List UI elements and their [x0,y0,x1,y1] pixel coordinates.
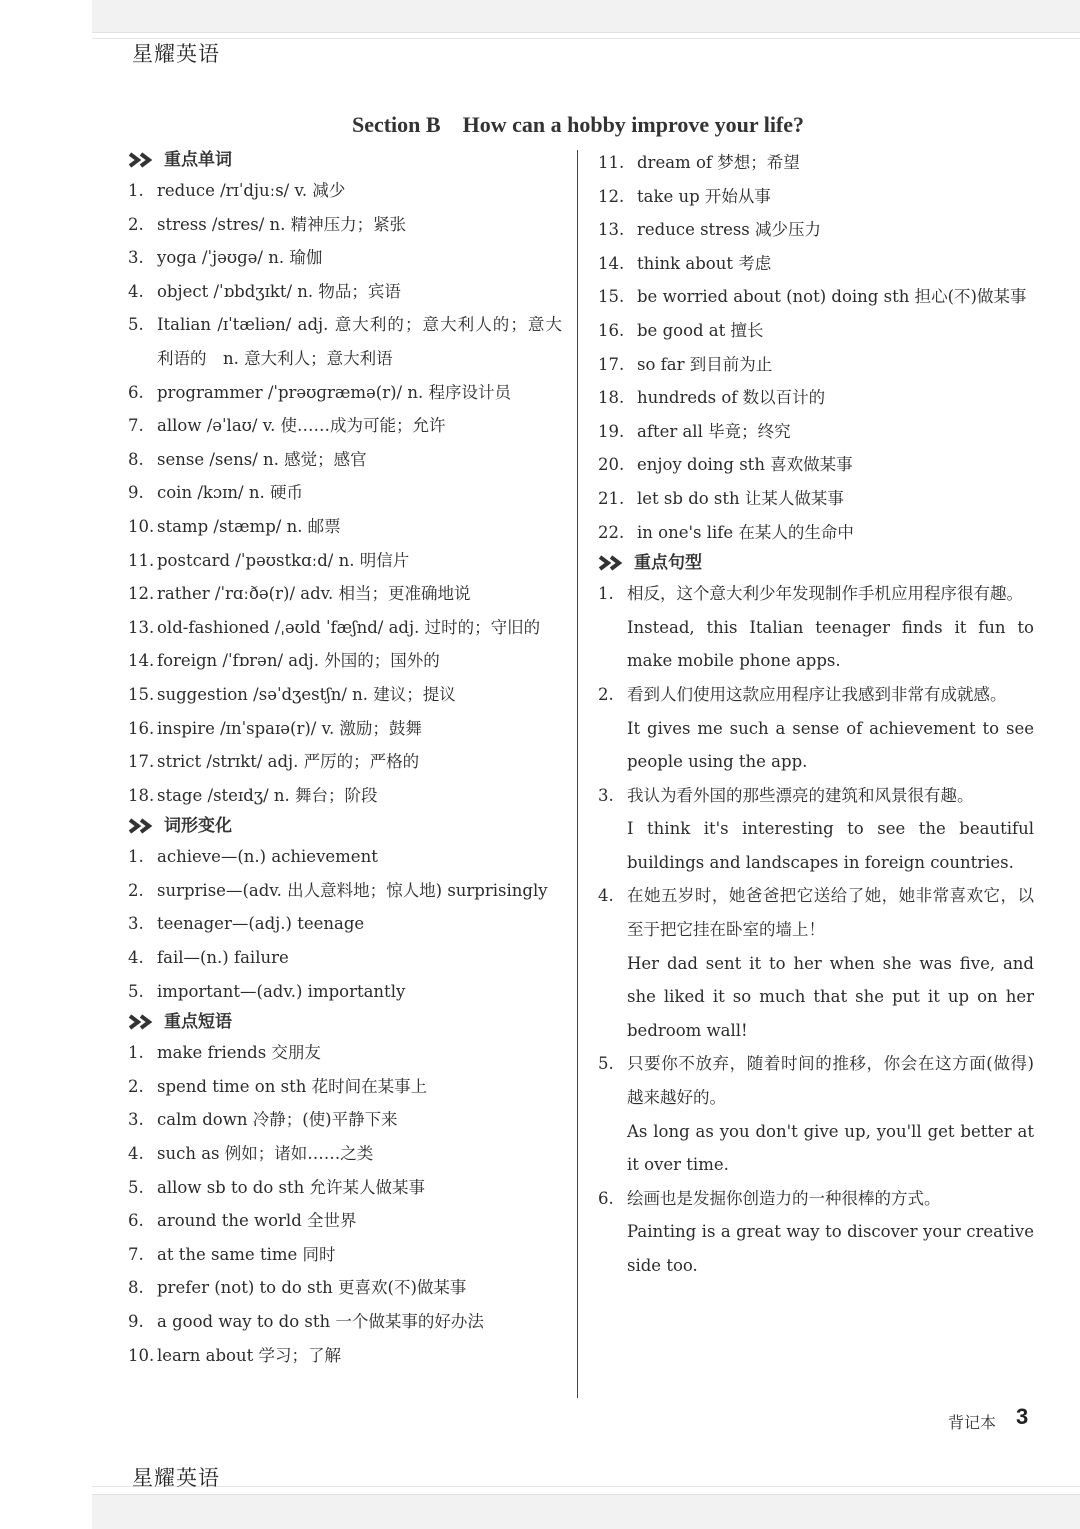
sentence-item [598,678,1034,779]
item-number: 12. [598,186,625,206]
item-number: 1. [128,181,144,200]
brand-watermark-bottom: 星耀英语 [132,1466,220,1490]
item-number: 5. [128,1177,144,1197]
item-text: object /ˈɒbdʒɪkt/ n. 物品；宾语 [157,281,401,301]
vocab-item [128,712,562,746]
sentence-chinese: 绘画也是发掘你创造力的一种很棒的方式。 [627,1188,941,1208]
item-number: 8. [128,1278,144,1298]
vocab-list [128,174,562,812]
word-form-item [128,907,562,941]
item-text: suggestion /səˈdʒestʃn/ n. 建议；提议 [157,684,456,704]
item-number: 15. [598,287,625,307]
phrase-item [128,1103,562,1137]
item-text: prefer (not) to do sth 更喜欢(不)做某事 [157,1278,467,1298]
item-number: 7. [128,416,144,436]
item-number: 13. [128,617,155,637]
item-text: allow /əˈlaʊ/ v. 使……成为可能；允许 [157,416,446,436]
item-text: old-fashioned /ˌəʊld ˈfæʃnd/ adj. 过时的；守旧的 [157,617,541,637]
item-text: teenager—(adj.) teenage [157,914,365,934]
item-text: yoga /ˈjəʊɡə/ n. 瑜伽 [157,248,323,268]
item-number: 11. [598,153,625,172]
item-text: dream of 梦想；希望 [637,153,800,172]
brand-watermark-top: 星耀英语 [132,42,220,66]
vocab-item [128,409,562,443]
phrases-continued-list [598,146,1034,549]
item-number: 16. [128,718,155,738]
phrase-item [598,180,1034,214]
item-number: 15. [128,684,155,704]
item-number: 14. [598,253,625,273]
vocab-item [128,644,562,678]
sentence-item [598,779,1034,880]
sentences-heading [598,549,1034,577]
item-text: postcard /ˈpəʊstkɑːd/ n. 明信片 [157,550,410,570]
double-chevron-icon [598,555,628,571]
sentence-chinese: 我认为看外国的那些漂亮的建筑和风景很有趣。 [627,785,974,805]
item-text: hundreds of 数以百计的 [637,388,826,408]
vocab-item [128,241,562,275]
item-text: around the world 全世界 [157,1211,357,1231]
item-text: at the same time 同时 [157,1244,336,1264]
item-text: sense /sens/ n. 感觉；感官 [157,449,367,469]
vocab-item [128,174,562,208]
double-chevron-icon [128,152,158,168]
item-text: Italian /ɪˈtæliən/ adj. 意大利的；意大利人的；意大利语的 n. 意大利人；意大利语 [157,315,562,368]
sentence-chinese: 相反，这个意大利少年发现制作手机应用程序很有趣。 [627,584,1023,604]
item-number: 6. [128,1211,144,1231]
vocab-item [128,678,562,712]
vocab-item [128,376,562,410]
item-text: spend time on sth 花时间在某事上 [157,1076,428,1096]
scan-bottom-line [92,1486,1080,1487]
item-number: 18. [598,388,625,408]
item-text: surprise—(adv. 出人意料地；惊人地) surprisingly [157,880,548,900]
phrase-item [128,1271,562,1305]
item-number: 2. [598,684,614,704]
phrase-item [128,1305,562,1339]
vocab-item [128,476,562,510]
item-text: inspire /ɪnˈspaɪə(r)/ v. 激励；鼓舞 [157,718,422,738]
item-number: 5. [128,981,144,1001]
forms-list [128,840,562,1008]
item-number: 19. [598,421,625,441]
item-text: be good at 擅长 [637,320,764,340]
sentence-chinese: 看到人们使用这款应用程序让我感到非常有成就感。 [627,684,1007,704]
word-form-item [128,975,562,1009]
item-text: such as 例如；诸如……之类 [157,1144,374,1164]
phrase-item [598,247,1034,281]
vocab-item [128,275,562,309]
sentence-english: As long as you don't give up, you'll get better at it over time. [627,1121,1034,1175]
phrase-item [598,280,1034,314]
phrase-item [598,146,1034,180]
item-number: 2. [128,214,144,234]
item-text: let sb do sth 让某人做某事 [637,488,844,508]
vocab-item [128,779,562,813]
item-number: 4. [128,948,144,968]
item-number: 3. [128,914,144,934]
section-question: How can a hobby improve your life? [462,112,805,137]
item-number: 5. [128,315,144,335]
section-label: Section B [351,112,441,137]
right-column [598,146,1034,1283]
sentence-item [598,879,1034,1047]
vocab-item [128,510,562,544]
item-text: programmer /ˈprəʊɡræmə(r)/ n. 程序设计员 [157,382,511,402]
phrases-list [128,1036,562,1372]
item-text: rather /ˈrɑːðə(r)/ adv. 相当；更准确地说 [157,584,471,604]
phrase-item [128,1339,562,1373]
phrase-item [598,213,1034,247]
left-column [128,146,562,1372]
phrase-item [598,314,1034,348]
vocab-heading-label: 重点单词 [164,150,232,170]
vocab-item [128,745,562,779]
phrase-item [128,1238,562,1272]
phrase-item [128,1171,562,1205]
phrase-item [128,1036,562,1070]
item-text: in one's life 在某人的生命中 [637,522,854,542]
item-number: 6. [128,382,144,402]
phrase-item [598,516,1034,550]
item-number: 5. [598,1054,614,1074]
item-number: 3. [128,1110,144,1130]
vocab-item [128,308,562,375]
item-text: so far 到目前为止 [637,354,773,374]
item-number: 10. [128,1345,155,1365]
sentence-chinese: 只要你不放弃，随着时间的推移，你会在这方面(做得)越来越好的。 [627,1054,1034,1108]
page-number: 3 [1016,1404,1029,1429]
scan-top-band [92,0,1080,33]
item-text: enjoy doing sth 喜欢做某事 [637,455,853,475]
item-text: make friends 交朋友 [157,1043,321,1063]
phrase-item [128,1070,562,1104]
sentences-list [598,577,1034,1282]
item-text: think about 考虑 [637,253,772,273]
forms-heading-label: 词形变化 [164,816,232,837]
item-number: 17. [598,354,625,374]
sentence-item [598,1182,1034,1283]
item-text: a good way to do sth 一个做某事的好办法 [157,1312,484,1331]
item-text: stamp /stæmp/ n. 邮票 [157,516,341,536]
sentence-chinese: 在她五岁时，她爸爸把它送给了她，她非常喜欢它，以至于把它挂在卧室的墙上！ [627,886,1034,940]
item-number: 20. [598,455,625,475]
word-form-item [128,840,562,874]
column-divider [577,150,578,1398]
double-chevron-icon [128,1014,158,1030]
sentence-item [598,577,1034,678]
phrase-item [598,381,1034,415]
sentence-english: Painting is a great way to discover your creative side too. [627,1222,1034,1275]
item-number: 6. [598,1188,614,1208]
word-form-item [128,874,562,908]
phrase-item [598,348,1034,382]
sentences-heading-label: 重点句型 [634,553,702,574]
item-number: 9. [128,1312,144,1331]
footer-label: 背记本 [948,1413,997,1432]
item-text: achieve—(n.) achievement [157,847,378,867]
vocab-item [128,577,562,611]
forms-heading [128,812,562,840]
item-text: coin /kɔɪn/ n. 硬币 [157,483,303,503]
vocab-item [128,443,562,477]
sentence-english: Her dad sent it to her when she was five, and she liked it so much that she put it up on her bedroom wall! [627,953,1034,1040]
phrase-item [128,1137,562,1171]
phrase-item [598,482,1034,516]
item-number: 3. [598,785,614,805]
vocab-heading [128,146,562,174]
item-number: 14. [128,651,155,671]
item-text: reduce /rɪˈdjuːs/ v. 减少 [157,181,346,200]
item-number: 7. [128,1244,144,1264]
item-number: 4. [128,1144,144,1164]
item-text: allow sb to do sth 允许某人做某事 [157,1177,425,1197]
item-number: 16. [598,320,625,340]
item-number: 9. [128,483,144,503]
item-number: 8. [128,449,144,469]
page-title [0,112,1080,138]
phrases-heading [128,1008,562,1036]
item-number: 1. [598,584,614,604]
scan-top-line [92,38,1080,39]
item-text: learn about 学习；了解 [157,1345,341,1365]
item-text: foreign /ˈfɒrən/ adj. 外国的；国外的 [157,651,440,671]
item-number: 2. [128,1076,144,1096]
item-number: 4. [128,281,144,301]
sentence-english: Instead, this Italian teenager finds it fun to make mobile phone apps. [627,617,1034,671]
item-text: after all 毕竟；终究 [637,421,791,441]
item-text: stress /stres/ n. 精神压力；紧张 [157,214,407,234]
sentence-english: I think it's interesting to see the beautiful buildings and landscapes in foreign countries. [627,819,1034,872]
item-number: 2. [128,880,144,900]
item-number: 11. [128,550,155,570]
phrases-heading-label: 重点短语 [164,1012,232,1033]
item-number: 12. [128,584,155,604]
word-form-item [128,941,562,975]
item-number: 13. [598,220,625,240]
item-text: reduce stress 减少压力 [637,220,822,240]
item-text: stage /steɪdʒ/ n. 舞台；阶段 [157,785,378,805]
item-text: be worried about (not) doing sth 担心(不)做某事 [637,287,1027,307]
item-text: calm down 冷静；(使)平静下来 [157,1110,398,1130]
double-chevron-icon [128,818,158,834]
item-text: strict /strɪkt/ adj. 严厉的；严格的 [157,752,420,772]
sentence-english: It gives me such a sense of achievement to see people using the app. [627,718,1034,772]
item-number: 18. [128,785,155,805]
item-number: 17. [128,752,155,772]
sentence-item [598,1047,1034,1181]
phrase-item [128,1204,562,1238]
item-text: important—(adv.) importantly [157,981,406,1001]
item-number: 1. [128,1043,144,1063]
item-number: 22. [598,522,625,542]
phrase-item [598,415,1034,449]
phrase-item [598,448,1034,482]
item-text: fail—(n.) failure [157,948,289,968]
vocab-item [128,611,562,645]
item-number: 10. [128,516,155,536]
item-number: 4. [598,886,614,906]
item-text: take up 开始从事 [637,186,771,206]
item-number: 21. [598,488,625,508]
vocab-item [128,208,562,242]
item-number: 3. [128,248,144,268]
scan-bottom-band [92,1494,1080,1529]
item-number: 1. [128,847,144,867]
vocab-item [128,544,562,578]
